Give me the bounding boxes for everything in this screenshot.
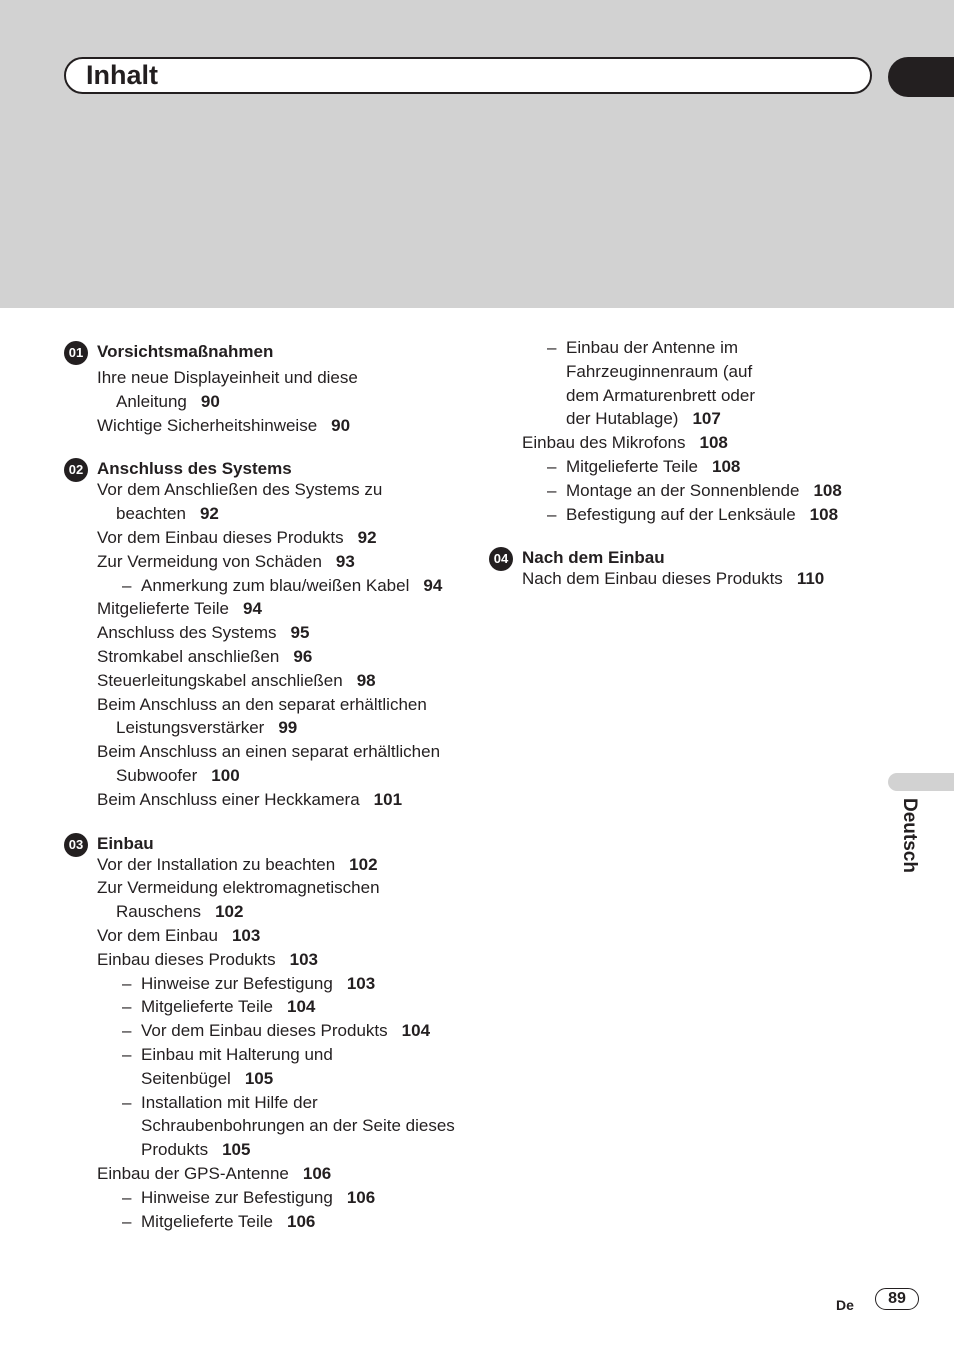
toc-page-number: 103	[231, 925, 261, 945]
toc-entry[interactable]	[64, 478, 464, 526]
toc-page-number: 92	[357, 527, 377, 547]
toc-entry-text: Stromkabel anschließen	[97, 646, 280, 666]
toc-section-04	[489, 543, 889, 591]
section-title: Vorsichtsmaßnahmen	[97, 342, 274, 361]
toc-subentry[interactable]: – Mitgelieferte Teile 108	[547, 456, 741, 476]
toc-page-number: 99	[278, 718, 298, 738]
toc-entry[interactable]	[64, 693, 464, 741]
toc-entry-text: Steuerleitungskabel anschließen	[97, 670, 343, 690]
toc-right-column	[489, 336, 889, 608]
toc-entry[interactable]	[64, 876, 464, 924]
toc-page-number: 95	[290, 623, 310, 643]
toc-subentry[interactable]: – Mitgelieferte Teile 104	[122, 997, 316, 1017]
toc-page-number: 108	[711, 456, 741, 476]
toc-page-number: 102	[215, 902, 244, 922]
toc-section-03	[64, 829, 464, 1234]
toc-entry-text: Vor der Installation zu beachten	[97, 854, 336, 874]
language-label: Deutsch	[899, 798, 920, 873]
toc-entry[interactable]	[64, 414, 464, 438]
toc-entry[interactable]	[64, 948, 464, 972]
toc-entry-text: Anmerkung zum blau/weißen Kabel	[141, 575, 410, 595]
toc-page-number: 108	[813, 480, 842, 500]
toc-page-number: 101	[373, 789, 403, 809]
toc-entry[interactable]	[64, 526, 464, 550]
toc-entry[interactable]	[64, 853, 464, 877]
section-heading[interactable]	[489, 543, 889, 567]
toc-entry-text: Zur Vermeidung von Schäden	[97, 551, 322, 571]
toc-page-number: 98	[356, 670, 376, 690]
section-number-badge: 01	[64, 341, 88, 365]
toc-entry-text: Vor dem Einbau dieses Produkts	[141, 1021, 388, 1041]
toc-entry[interactable]	[64, 1162, 464, 1186]
toc-entry-text: Beim Anschluss einer Heckkamera	[97, 789, 360, 809]
toc-page-number: 102	[349, 854, 378, 874]
toc-entry-text: Einbau des Mikrofons	[522, 433, 686, 453]
toc-entry-text: Mitgelieferte Teile	[141, 997, 273, 1017]
section-heading[interactable]	[64, 829, 464, 853]
toc-entry[interactable]	[64, 550, 464, 574]
toc-page-number: 108	[699, 433, 728, 453]
toc-subentry[interactable]: – Einbau der Antenne im Fahrzeuginnenraum (auf dem Armaturenbrett oder der Hutablage) 107	[547, 338, 755, 429]
footer-language-code: De	[836, 1297, 854, 1313]
toc-page-number: 107	[692, 409, 721, 429]
toc-entry[interactable]	[489, 431, 889, 455]
section-title: Anschluss des Systems	[97, 459, 292, 479]
section-title: Nach dem Einbau	[522, 548, 665, 568]
toc-subentry[interactable]: – Hinweise zur Befestigung 106	[122, 1187, 376, 1207]
toc-page-number: 105	[222, 1140, 251, 1160]
toc-entry-text: Mitgelieferte Teile	[566, 456, 698, 476]
toc-page-number: 104	[286, 997, 316, 1017]
section-number-badge: 03	[64, 833, 88, 857]
toc-page-number: 92	[199, 504, 219, 524]
toc-page-number: 100	[211, 765, 240, 785]
toc-section-02	[64, 454, 464, 811]
section-number-badge: 02	[64, 458, 88, 482]
toc-page-number: 104	[401, 1021, 431, 1041]
toc-entry[interactable]	[64, 669, 464, 693]
toc-entry-text: Beim Anschluss an einen separat erhältlichen Subwoofer	[97, 742, 441, 785]
toc-page-number: 103	[346, 973, 376, 993]
toc-page-number: 90	[331, 415, 351, 435]
toc-page-number: 96	[293, 646, 313, 666]
toc-entry-text: Mitgelieferte Teile	[97, 599, 229, 619]
header-band	[0, 0, 954, 308]
toc-page-number: 103	[289, 949, 318, 969]
toc-subentry[interactable]: – Einbau mit Halterung und Seitenbügel 105	[122, 1044, 333, 1088]
toc-page-number: 106	[286, 1211, 316, 1231]
toc-page-number: 93	[335, 551, 355, 571]
section-heading[interactable]	[64, 337, 464, 361]
toc-entry-text: Wichtige Sicherheitshinweise	[97, 415, 318, 435]
toc-entry-text: Einbau der GPS-Antenne	[97, 1163, 289, 1183]
title-box	[64, 57, 872, 94]
toc-subentry[interactable]: – Installation mit Hilfe der Schraubenbohrungen an der Seite dieses Produkts 105	[122, 1092, 455, 1160]
toc-page-number: 110	[796, 569, 825, 589]
toc-left-column	[64, 337, 464, 1250]
toc-entry-text: Vor dem Einbau dieses Produkts	[97, 527, 344, 547]
toc-entry-text: Einbau dieses Produkts	[97, 949, 276, 969]
toc-entry[interactable]	[489, 567, 889, 591]
toc-entry-text: Zur Vermeidung elektromagnetischen Rauschens	[97, 878, 380, 922]
toc-page-number: 105	[244, 1068, 274, 1088]
toc-subentry[interactable]: – Anmerkung zum blau/weißen Kabel 94	[122, 575, 443, 595]
toc-entry-text: Einbau mit Halterung und Seitenbügel	[141, 1044, 333, 1088]
toc-entry[interactable]	[64, 366, 464, 414]
language-tab	[888, 773, 954, 791]
section-heading[interactable]	[64, 454, 464, 478]
title-tab	[888, 57, 954, 97]
section-number-badge: 04	[489, 547, 513, 571]
toc-entry-text: Ihre neue Displayeinheit und diese Anleitung	[97, 368, 358, 411]
toc-entry-text: Mitgelieferte Teile	[141, 1211, 273, 1231]
toc-entry-text: Vor dem Einbau	[97, 925, 218, 945]
toc-entry-text: Montage an der Sonnenblende	[566, 480, 800, 500]
toc-entry-text: Einbau der Antenne im Fahrzeuginnenraum (auf dem Armaturenbrett oder der Hutablage)	[566, 338, 755, 429]
page-number-badge: 89	[875, 1288, 919, 1310]
toc-page-number: 94	[423, 575, 443, 595]
toc-entry-text: Befestigung auf der Lenksäule	[566, 504, 796, 524]
toc-entry[interactable]	[64, 788, 464, 812]
toc-entry[interactable]	[64, 645, 464, 669]
toc-entry[interactable]	[64, 621, 464, 645]
toc-entry[interactable]	[64, 924, 464, 948]
toc-entry-text: Hinweise zur Befestigung	[141, 1187, 333, 1207]
page-title: Inhalt	[86, 60, 158, 90]
section-title: Einbau	[97, 833, 154, 853]
toc-subentry[interactable]: – Montage an der Sonnenblende 108	[547, 480, 842, 500]
toc-page-number: 94	[242, 599, 262, 619]
toc-entry[interactable]	[64, 740, 464, 788]
toc-subentry[interactable]: – Befestigung auf der Lenksäule 108	[547, 504, 839, 524]
toc-page-number: 90	[200, 391, 220, 411]
toc-entry-text: Beim Anschluss an den separat erhältlichen Leistungsverstärker	[97, 694, 427, 738]
toc-section-01	[64, 337, 464, 437]
toc-page-number: 106	[302, 1163, 332, 1183]
toc-entry-text: Hinweise zur Befestigung	[141, 973, 333, 993]
toc-entry-text: Vor dem Anschließen des Systems zu beachten	[97, 480, 383, 524]
toc-entry[interactable]	[64, 597, 464, 621]
toc-section-03-continued	[489, 336, 889, 526]
toc-entry-text: Anschluss des Systems	[97, 623, 277, 643]
toc-page-number: 108	[809, 504, 839, 524]
toc-subentry[interactable]: – Mitgelieferte Teile 106	[122, 1211, 316, 1231]
toc-entry-text: Installation mit Hilfe der Schraubenbohrungen an der Seite dieses Produkts	[141, 1092, 455, 1160]
toc-subentry[interactable]: – Hinweise zur Befestigung 103	[122, 973, 376, 993]
toc-entry-text: Nach dem Einbau dieses Produkts	[522, 569, 783, 589]
toc-subentry[interactable]: – Vor dem Einbau dieses Produkts 104	[122, 1021, 431, 1041]
toc-page-number: 106	[346, 1187, 376, 1207]
